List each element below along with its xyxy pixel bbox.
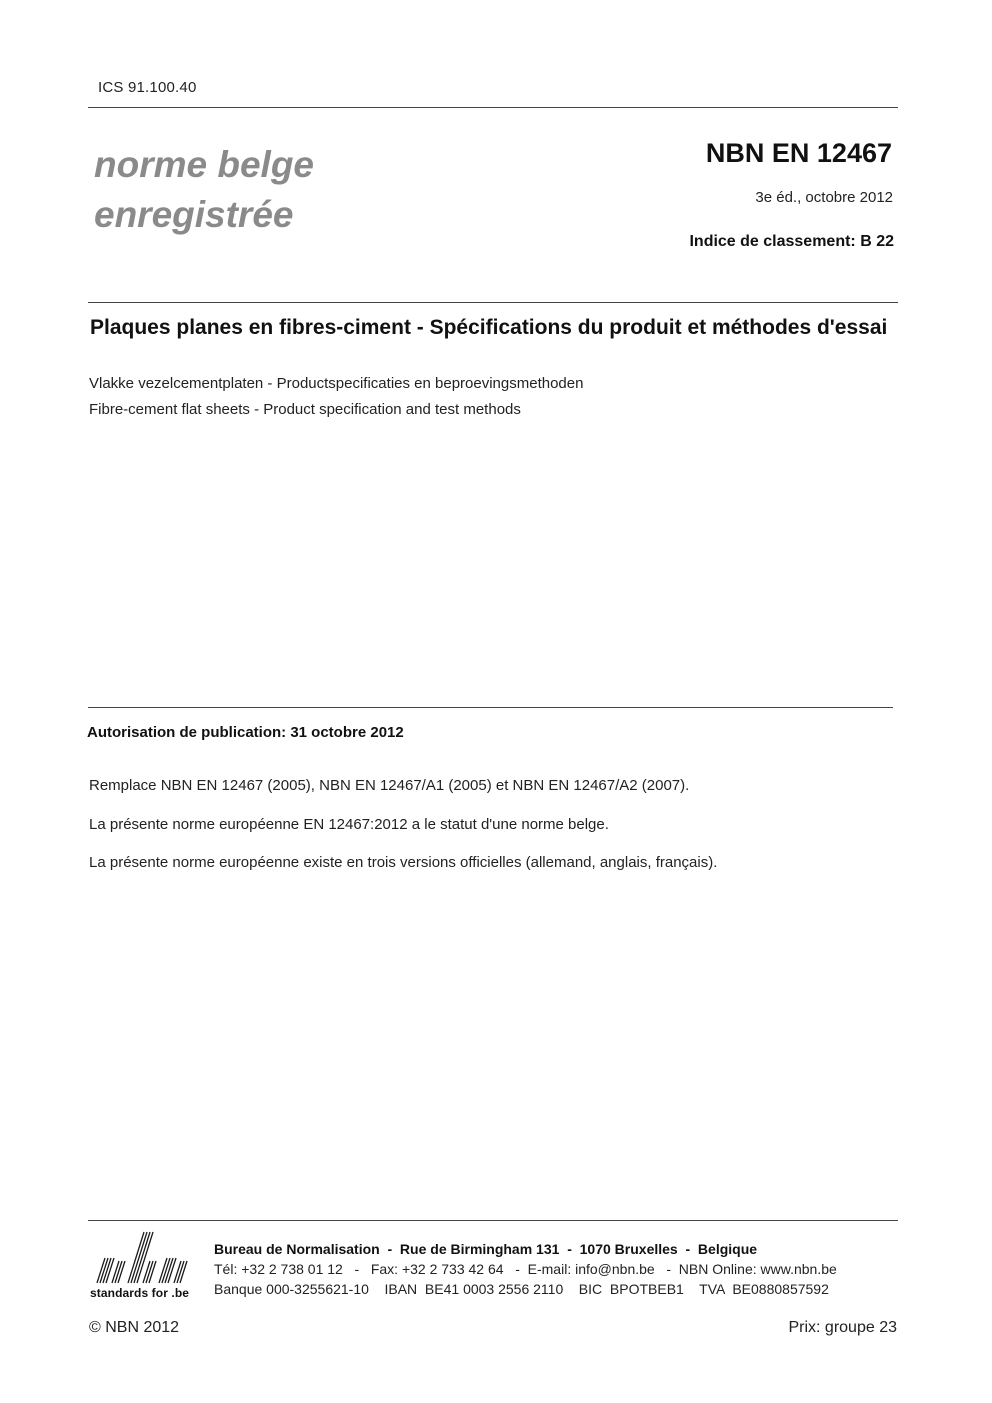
classification-index: Indice de classement: B 22 [689,233,894,250]
replaces-paragraph: Remplace NBN EN 12467 (2005), NBN EN 12467/A1 (2005) et NBN EN 12467/A2 (2007). [89,777,690,794]
footer-contact: Tél: +32 2 738 01 12 - Fax: +32 2 733 42 64 - E-mail: info@nbn.be - NBN Online: www.nbn.be [214,1261,837,1277]
standard-number: NBN EN 12467 [705,138,892,168]
footer-rule [88,1220,898,1221]
brand-title [94,140,314,240]
footer-address: Bureau de Normalisation - Rue de Birmingham 131 - 1070 Bruxelles - Belgique [214,1241,758,1257]
brand-line-1: norme belge [94,144,314,185]
title-rule [88,302,898,303]
versions-paragraph: La présente norme européenne existe en trois versions officielles (allemand, anglais, français). [89,854,718,871]
publication-rule [88,707,893,708]
top-rule [88,107,898,108]
status-paragraph: La présente norme européenne EN 12467:2012 a le statut d'une norme belge. [89,816,609,833]
copyright: © NBN 2012 [89,1319,180,1336]
title-french: Plaques planes en fibres-ciment - Spécifications du produit et méthodes d'essai [90,316,888,339]
brand-line-2: enregistrée [94,194,294,235]
title-english: Fibre-cement flat sheets - Product specification and test methods [89,401,521,418]
footer-bank: Banque 000-3255621-10 IBAN BE41 0003 2556 2110 BIC BPOTBEB1 TVA BE0880857592 [214,1281,829,1297]
edition: 3e éd., octobre 2012 [755,189,893,206]
publication-authorization: Autorisation de publication: 31 octobre 2012 [87,724,404,741]
title-dutch: Vlakke vezelcementplaten - Productspecificaties en beproevingsmethoden [89,375,584,392]
price-group: Prix: groupe 23 [788,1319,897,1336]
ics-code: ICS 91.100.40 [98,79,197,96]
logo-caption: standards for .be [90,1286,190,1300]
